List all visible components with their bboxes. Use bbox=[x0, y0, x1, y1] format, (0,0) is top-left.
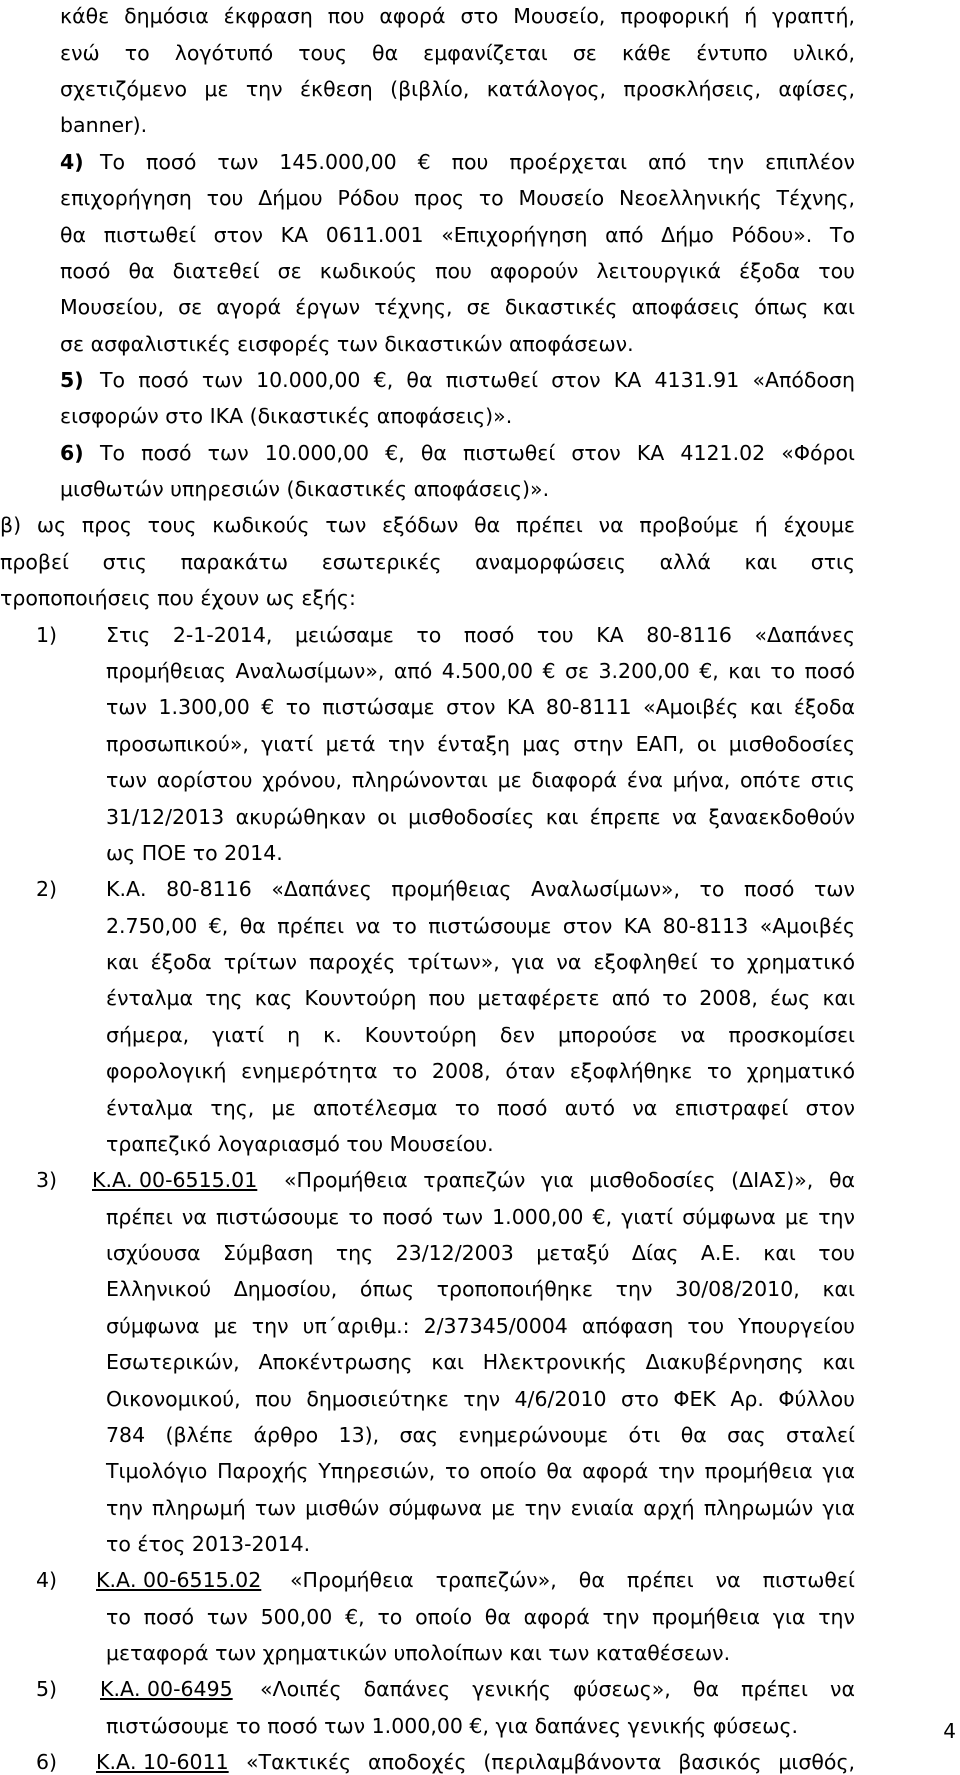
item-number: 5) bbox=[60, 368, 84, 392]
text-line: κάθε δημόσια έκφραση που αφορά στο Μουσείο, προφορική ή γραπτή, bbox=[60, 4, 855, 28]
item-number: 4) bbox=[60, 150, 84, 174]
text-line: μεταφορά των χρηματικών υπολοίπων και των καταθέσεων. bbox=[106, 1641, 731, 1665]
list-number: 1) bbox=[36, 623, 58, 647]
account-code: Κ.Α. 00-6515.01 bbox=[92, 1168, 258, 1192]
text-line: Τιμολόγιο Παροχής Υπηρεσιών, το οποίο θα αφορά την προμήθεια για bbox=[106, 1459, 855, 1483]
text-line: πρέπει να πιστώσουμε το ποσό των 1.000,00 €, γιατί σύμφωνα με την bbox=[106, 1205, 855, 1229]
account-code: Κ.Α. 00-6515.02 bbox=[96, 1568, 262, 1592]
text-line: εισφορών στο ΙΚΑ (δικαστικές αποφάσεις)». bbox=[60, 404, 513, 428]
text-line: 2.750,00 €, θα πρέπει να το πιστώσουμε στον ΚΑ 80-8113 «Αμοιβές bbox=[106, 914, 855, 938]
text-line: 784 (βλέπε άρθρο 13), σας ενημερώνουμε ότι θα σας σταλεί bbox=[106, 1423, 855, 1447]
text-line: ισχύουσα Σύμβαση της 23/12/2003 μεταξύ Δίας Α.Ε. και του bbox=[106, 1241, 855, 1265]
text-line: πιστώσουμε το ποσό των 1.000,00 €, για δαπάνες γενικής φύσεως. bbox=[106, 1714, 798, 1738]
text-line: Το ποσό των 10.000,00 €, θα πιστωθεί στον ΚΑ 4131.91 «Απόδοση bbox=[100, 368, 855, 392]
list-number: 5) bbox=[36, 1677, 58, 1701]
text-line: μισθωτών υπηρεσιών (δικαστικές αποφάσεις)». bbox=[60, 477, 550, 501]
text-line: σύμφωνα με την υπ΄αριθμ.: 2/37345/0004 απόφαση του Υπουργείου bbox=[106, 1314, 855, 1338]
text-line: των 1.300,00 € το πιστώσαμε στον ΚΑ 80-8111 «Αμοιβές και έξοδα bbox=[106, 695, 855, 719]
list-number: 4) bbox=[36, 1568, 58, 1592]
list-number: 3) bbox=[36, 1168, 58, 1192]
account-code: Κ.Α. 10-6011 bbox=[96, 1750, 229, 1774]
text-line: τροποποιήσεις που έχουν ως εξής: bbox=[0, 586, 356, 610]
text-line: Εσωτερικών, Αποκέντρωσης και Ηλεκτρονικής Διακυβέρνησης και bbox=[106, 1350, 855, 1374]
text-line: σήμερα, γιατί η κ. Κουντούρη δεν μπορούσε να προσκομίσει bbox=[106, 1023, 855, 1047]
text-line: «Λοιπές δαπάνες γενικής φύσεως», θα πρέπει να bbox=[260, 1677, 855, 1701]
text-line: Οικονομικού, που δημοσιεύτηκε την 4/6/2010 στο ΦΕΚ Αρ. Φύλλου bbox=[106, 1387, 855, 1411]
text-line: ενώ το λογότυπό τους θα εμφανίζεται σε κάθε έντυπο υλικό, bbox=[60, 41, 855, 65]
text-line: προμήθειας Αναλωσίμων», από 4.500,00 € σε 3.200,00 €, και το ποσό bbox=[106, 659, 855, 683]
text-line: σε ασφαλιστικές εισφορές των δικαστικών αποφάσεων. bbox=[60, 332, 634, 356]
text-line: 31/12/2013 ακυρώθηκαν οι μισθοδοσίες και έπρεπε να ξαναεκδοθούν bbox=[106, 805, 855, 829]
text-line: ως ΠΟΕ το 2014. bbox=[106, 841, 283, 865]
text-line: Κ.Α. 80-8116 «Δαπάνες προμήθειας Αναλωσίμων», το ποσό των bbox=[106, 877, 855, 901]
text-line: Το ποσό των 10.000,00 €, θα πιστωθεί στον ΚΑ 4121.02 «Φόροι bbox=[100, 441, 855, 465]
text-line: β) ως προς τους κωδικούς των εξόδων θα πρέπει να προβούμε ή έχουμε bbox=[0, 513, 855, 537]
text-line: θα πιστωθεί στον ΚΑ 0611.001 «Επιχορήγηση από Δήμο Ρόδου». Το bbox=[60, 223, 855, 247]
text-line: Στις 2-1-2014, μειώσαμε το ποσό του ΚΑ 80-8116 «Δαπάνες bbox=[106, 623, 855, 647]
text-line: ποσό θα διατεθεί σε κωδικούς που αφορούν λειτουργικά έξοδα του bbox=[60, 259, 855, 283]
text-line: το έτος 2013-2014. bbox=[106, 1532, 311, 1556]
list-number: 2) bbox=[36, 877, 58, 901]
text-line: των αορίστου χρόνου, πληρώνονται με διαφορά ένα μήνα, οπότε στις bbox=[106, 768, 855, 792]
account-code: Κ.Α. 00-6495 bbox=[100, 1677, 233, 1701]
item-number: 6) bbox=[60, 441, 84, 465]
text-line: «Προμήθεια τραπεζών για μισθοδοσίες (ΔΙΑΣ)», θα bbox=[284, 1168, 855, 1192]
text-line: Μουσείου, σε αγορά έργων τέχνης, σε δικαστικές αποφάσεις όπως και bbox=[60, 295, 855, 319]
text-line: το ποσό των 500,00 €, το οποίο θα αφορά την προμήθεια για την bbox=[106, 1605, 855, 1629]
text-line: ένταλμα της κας Κουντούρη που μεταφέρετε από το 2008, έως και bbox=[106, 986, 855, 1010]
text-line: «Τακτικές αποδοχές (περιλαμβάνοντα βασικός μισθός, bbox=[246, 1750, 855, 1774]
text-line: Το ποσό των 145.000,00 € που προέρχεται από την επιπλέον bbox=[100, 150, 855, 174]
text-line: Ελληνικού Δημοσίου, όπως τροποποιήθηκε την 30/08/2010, και bbox=[106, 1277, 855, 1301]
text-line: προσωπικού», γιατί μετά την ένταξη μας στην ΕΑΠ, οι μισθοδοσίες bbox=[106, 732, 855, 756]
text-line: banner). bbox=[60, 113, 148, 137]
text-line: «Προμήθεια τραπεζών», θα πρέπει να πιστωθεί bbox=[290, 1568, 855, 1592]
list-number: 6) bbox=[36, 1750, 58, 1774]
text-line: προβεί στις παρακάτω εσωτερικές αναμορφώσεις αλλά και στις bbox=[0, 550, 855, 574]
text-line: ένταλμα της, με αποτέλεσμα το ποσό αυτό να επιστραφεί στον bbox=[106, 1096, 855, 1120]
text-line: φορολογική ενημερότητα το 2008, όταν εξοφλήθηκε το χρηματικό bbox=[106, 1059, 855, 1083]
page-number: 4 bbox=[943, 1719, 956, 1743]
text-line: τραπεζικό λογαριασμό του Μουσείου. bbox=[106, 1132, 494, 1156]
text-line: επιχορήγηση του Δήμου Ρόδου προς το Μουσείο Νεοελληνικής Τέχνης, bbox=[60, 186, 855, 210]
text-line: σχετιζόμενο με την έκθεση (βιβλίο, κατάλογος, προσκλήσεις, αφίσες, bbox=[60, 77, 855, 101]
text-line: και έξοδα τρίτων παροχές τρίτων», για να εξοφληθεί το χρηματικό bbox=[106, 950, 855, 974]
text-line: την πληρωμή των μισθών σύμφωνα με την ενιαία αρχή πληρωμών για bbox=[106, 1496, 855, 1520]
